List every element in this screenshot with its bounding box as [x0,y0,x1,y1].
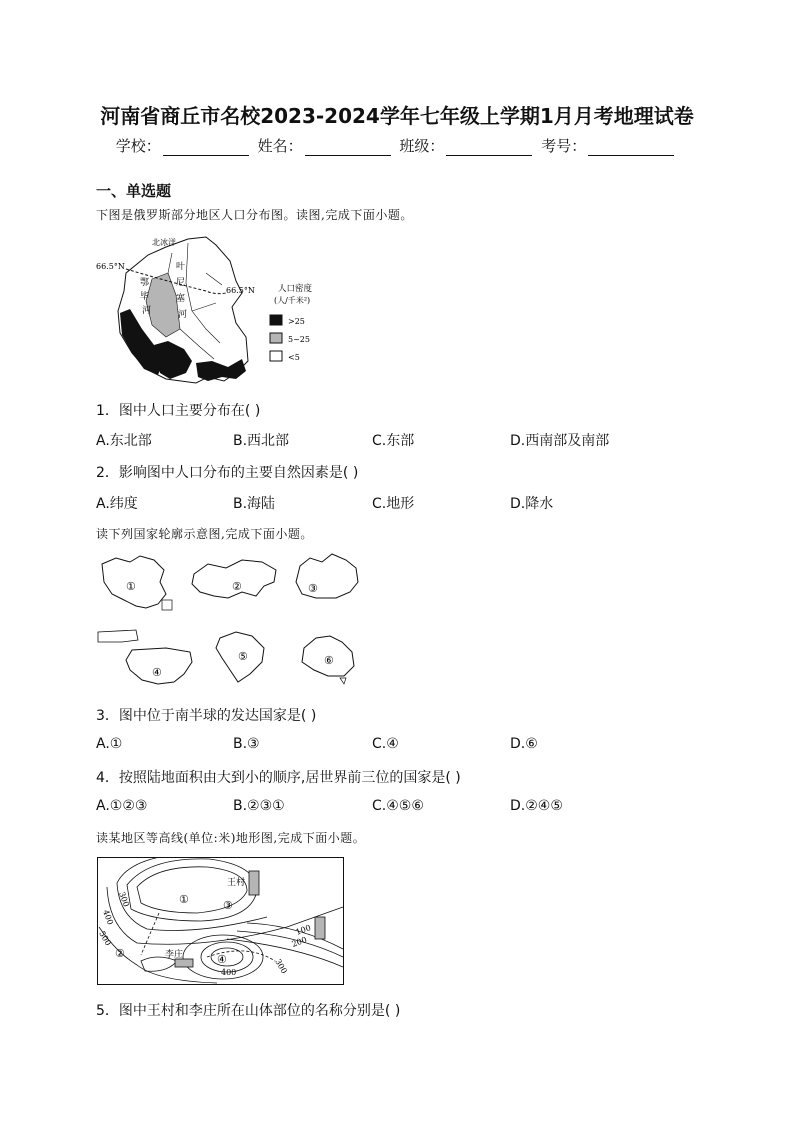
class-field[interactable] [446,141,532,156]
question-text: 图中人口主要分布在( ) [118,403,261,419]
question-3 [96,705,316,725]
lat-left-label: 66.5°N [96,262,125,271]
map-fragment [98,630,138,642]
question-number: 5． [96,1003,119,1019]
wangcun-building [249,871,259,895]
lizhuang-building [175,959,193,967]
contour-label-400b: 400 [221,968,237,977]
page-title: 河南省商丘市名校2023-2024学年七年级上学期1月月考地理试卷 [100,104,694,128]
q1-option-c[interactable]: C.东部 [372,433,415,449]
school-label: 学校： [115,137,161,155]
question-number: 4． [96,770,119,786]
legend-swatch-low [270,351,282,361]
q3-option-c[interactable]: C.④ [372,736,399,752]
country-outline-canada [296,554,358,598]
exam-no-field[interactable] [588,141,674,156]
contour-map [97,857,344,985]
inset-box [162,600,172,610]
legend-title: 人口密度 [278,284,313,294]
contour-label-300b: 300 [273,957,289,976]
contour-label-200: 200 [290,935,309,949]
name-field[interactable] [305,141,391,156]
river-char-6: 塞 [176,294,186,304]
point-1: ① [179,893,189,906]
q3-option-b[interactable]: B.③ [233,736,260,752]
legend-label-high: >25 [288,317,305,326]
student-info-line [0,135,794,156]
river-char-5: 尼 [176,278,186,288]
russia-population-map [96,233,336,385]
legend-swatch-high [270,315,282,325]
q1-option-a[interactable]: A.东北部 [96,433,152,449]
question-4 [96,767,461,787]
q2-option-a[interactable]: A.纬度 [96,496,138,512]
river-char-4: 叶 [176,262,186,272]
q2-option-d[interactable]: D.降水 [510,496,554,512]
exam-no-label: 考号： [541,137,587,155]
country-outlines [96,552,366,687]
ocean-label: 北冰洋 [152,238,176,247]
question-2 [96,462,358,482]
q4-option-d[interactable]: D.②④⑤ [510,798,563,814]
country-mark-5: ⑤ [238,650,248,663]
question-text: 按照陆地面积由大到小的顺序,居世界前三位的国家是( ) [118,770,461,786]
question-text: 图中王村和李庄所在山体部位的名称分别是( ) [118,1003,401,1019]
tasmania-outline [340,678,346,684]
river-char-2: 毕 [140,292,150,302]
point-4: ④ [217,953,227,966]
q3-option-d[interactable]: D.⑥ [510,736,538,752]
contour-label-500: 500 [97,929,113,948]
q2-option-c[interactable]: C.地形 [372,496,415,512]
point-3: ③ [223,899,233,912]
section-title: 一、单选题 [96,182,172,200]
question-text: 图中位于南半球的发达国家是( ) [118,708,317,724]
country-mark-3: ③ [308,582,318,595]
legend-unit: (人/千米²) [274,296,311,305]
contour-label-100: 100 [294,923,313,937]
q4-option-b[interactable]: B.②③① [233,798,285,814]
country-mark-1: ① [126,580,136,593]
question-text: 影响图中人口分布的主要自然因素是( ) [118,465,359,481]
group1-intro: 下图是俄罗斯部分地区人口分布图。读图,完成下面小题。 [96,208,413,222]
country-mark-4: ④ [152,666,162,679]
school-field[interactable] [163,141,249,156]
legend-swatch-medium [270,333,282,343]
building-east [315,917,325,939]
contour-label-300: 300 [117,890,131,909]
q1-option-b[interactable]: B.西北部 [233,433,290,449]
lizhuang-label: 李庄 [165,950,184,960]
country-mark-6: ⑥ [324,654,334,667]
class-label: 班级： [399,137,445,155]
group2-intro: 读下列国家轮廓示意图,完成下面小题。 [96,527,313,541]
river-char-1: 鄂 [140,278,150,288]
q2-option-b[interactable]: B.海陆 [233,496,276,512]
wangcun-label: 王村 [227,878,246,888]
legend-label-low: <5 [288,353,300,362]
q3-option-a[interactable]: A.① [96,736,123,752]
lat-right-label: 66.5°N [226,286,255,295]
question-1 [96,400,260,420]
point-2: ② [115,947,125,960]
question-number: 3． [96,708,119,724]
group3-intro: 读某地区等高线(单位:米)地形图,完成下面小题。 [96,831,366,845]
country-mark-2: ② [232,580,242,593]
question-5 [96,1000,400,1020]
contour-label-400: 400 [101,908,115,927]
question-number: 2． [96,465,119,481]
river-char-3: 河 [142,306,152,316]
legend-label-medium: 5~25 [288,335,310,344]
river-char-7: 河 [178,310,188,320]
question-number: 1． [96,403,119,419]
q4-option-a[interactable]: A.①②③ [96,798,148,814]
q1-option-d[interactable]: D.西南部及南部 [510,433,610,449]
name-label: 姓名： [257,137,303,155]
q4-option-c[interactable]: C.④⑤⑥ [372,798,424,814]
